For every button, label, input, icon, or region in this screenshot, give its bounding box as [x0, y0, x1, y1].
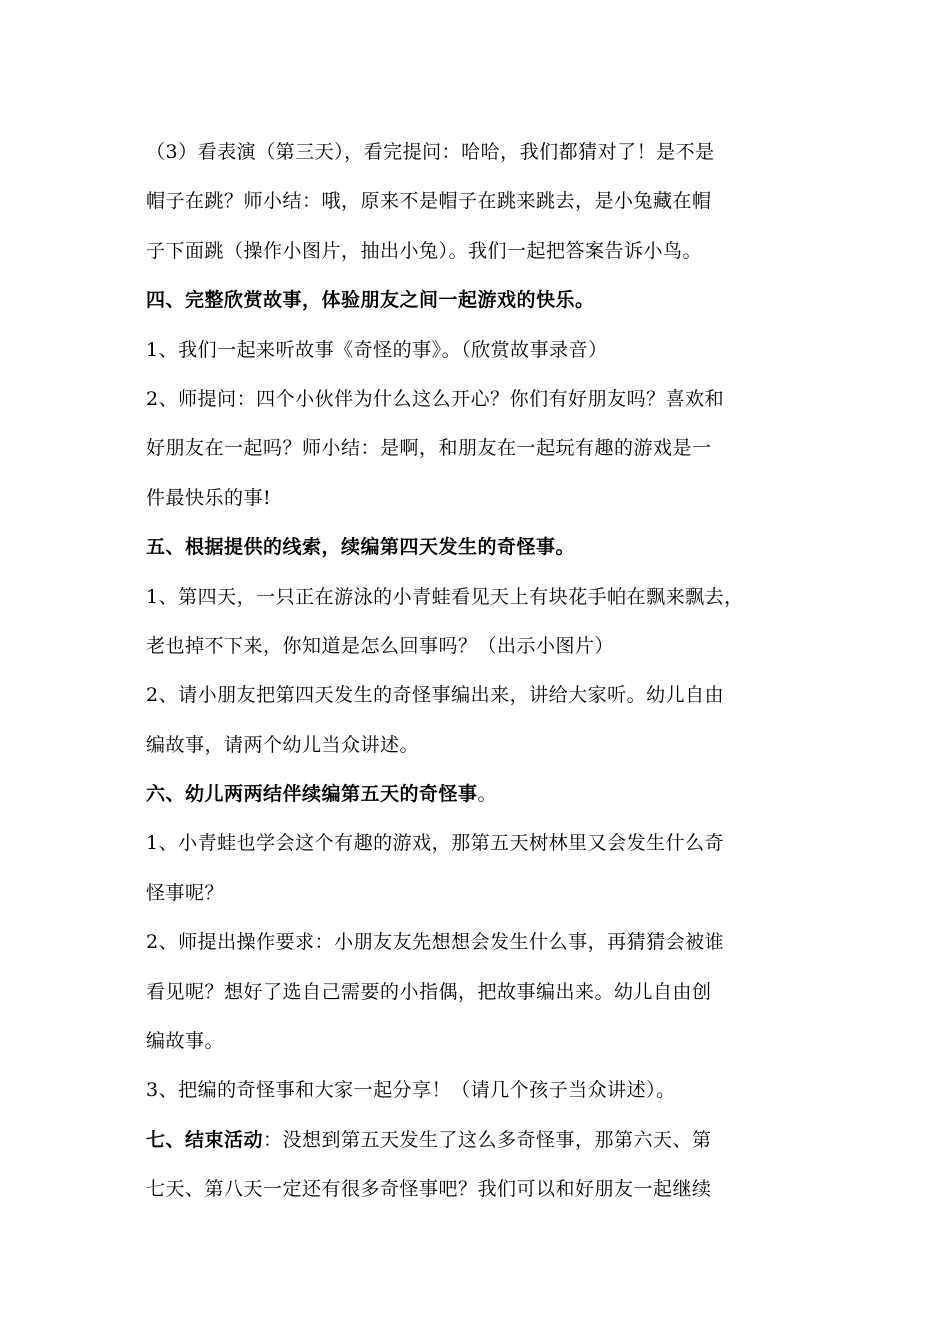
- section-heading-6: 六、幼儿两两结伴续编第五天的奇怪事: [146, 783, 478, 806]
- paragraph-line: 件最快乐的事!: [146, 486, 272, 509]
- paragraph-line: 1、小青蛙也学会这个有趣的游戏，那第五天树林里又会发生什么奇: [146, 832, 725, 855]
- section-heading-6-line: [146, 770, 811, 819]
- paragraph-line: 1、第四天，一只正在游泳的小青蛙看见天上有块花手帕在飘来飘去，: [146, 585, 744, 608]
- document-page: [146, 128, 811, 1215]
- paragraph-line: 老也掉不下来，你知道是怎么回事吗？（出示小图片）: [146, 634, 615, 657]
- section-7-text: ：没想到第五天发生了这么多奇怪事，那第六天、第: [263, 1128, 712, 1151]
- heading-period: 。: [477, 783, 498, 806]
- paragraph-line: （3）看表演（第三天），看完提问：哈哈，我们都猜对了！是不是: [146, 141, 715, 163]
- paragraph-line: 帽子在跳？师小结：哦，原来不是帽子在跳来跳去，是小兔藏在帽: [146, 190, 712, 213]
- section-heading-5: 五、根据提供的线索，续编第四天发生的奇怪事。: [146, 536, 576, 559]
- paragraph-line: 好朋友在一起吗？师小结：是啊，和朋友在一起玩有趣的游戏是一: [146, 437, 712, 460]
- paragraph-line: 1、我们一起来听故事《奇怪的事》。（欣赏故事录音）: [146, 338, 608, 361]
- paragraph-line: 七天、第八天一定还有很多奇怪事吧？我们可以和好朋友一起继续: [146, 1178, 712, 1201]
- paragraph-line: 2、师提出操作要求：小朋友友先想想会发生什么事，再猜猜会被谁: [146, 931, 725, 954]
- section-heading-4: 四、完整欣赏故事，体验朋友之间一起游戏的快乐。: [146, 289, 595, 312]
- paragraph-line: 3、把编的奇怪事和大家一起分享！（请几个孩子当众讲述）。: [146, 1079, 676, 1102]
- section-heading-7: 七、结束活动: [146, 1128, 264, 1151]
- paragraph-line: 子下面跳（操作小图片，抽出小兔）。我们一起把答案告诉小鸟。: [146, 239, 703, 262]
- paragraph-line: 编故事，请两个幼儿当众讲述。: [146, 733, 420, 756]
- paragraph-line: 看见呢？想好了选自己需要的小指偶，把故事编出来。幼儿自由创: [146, 980, 712, 1003]
- paragraph-line: 编故事。: [146, 1030, 225, 1053]
- paragraph-line: 怪事呢？: [146, 881, 225, 904]
- section-heading-7-line: [146, 1116, 811, 1165]
- paragraph-line: 2、请小朋友把第四天发生的奇怪事编出来，讲给大家听。幼儿自由: [146, 684, 725, 707]
- paragraph-line: 2、师提问：四个小伙伴为什么这么开心？你们有好朋友吗？喜欢和: [146, 387, 725, 410]
